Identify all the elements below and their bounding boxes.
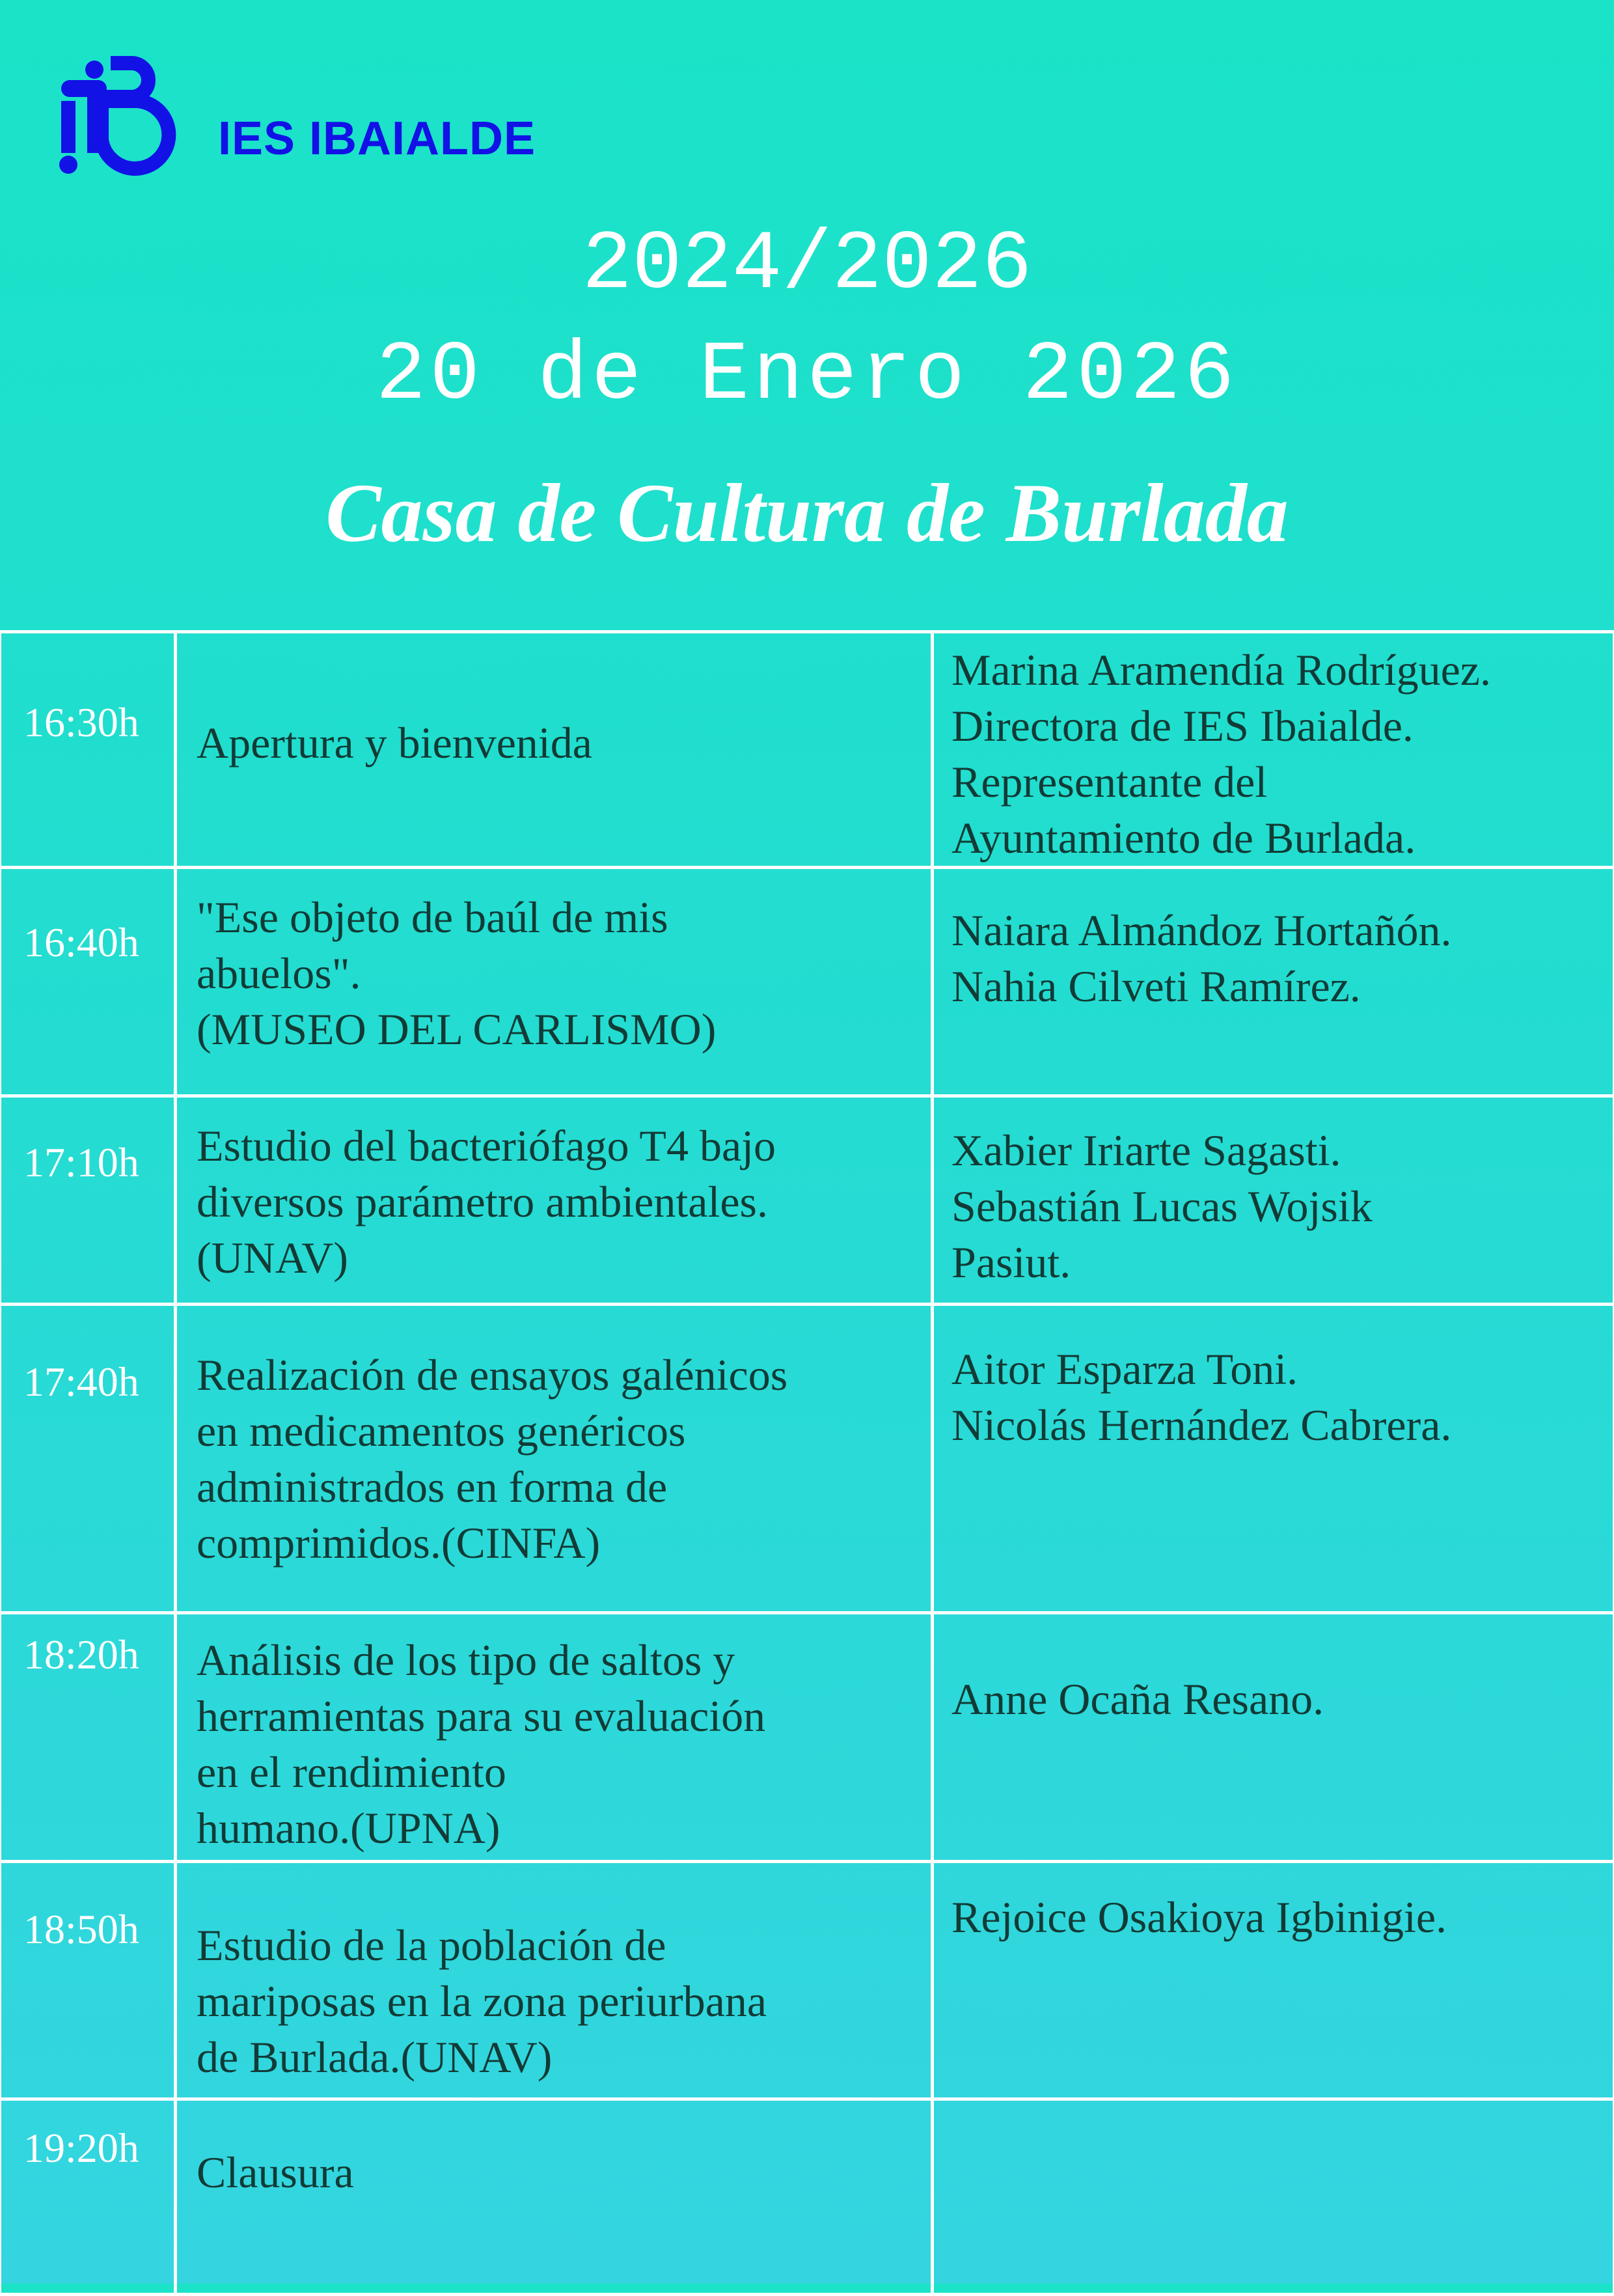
table-row: [0, 1613, 1614, 1862]
venue-title: Casa de Cultura de Burlada: [0, 465, 1614, 561]
description-cell: Clausura: [176, 2099, 933, 2295]
description-cell: Estudio del bacteriófago T4 bajo diversos parámetro ambientales. (UNAV): [176, 1096, 933, 1305]
description-cell: Análisis de los tipo de saltos y herramientas para su evaluación en el rendimiento humano.(UPNA): [176, 1613, 933, 1862]
people-cell: Anne Ocaña Resano.: [933, 1613, 1614, 1862]
people-cell: Naiara Almándoz Hortañón. Nahia Cilveti Ramírez.: [933, 868, 1614, 1096]
school-name: IES IBAIALDE: [218, 112, 536, 165]
time-cell: 16:30h: [0, 632, 176, 868]
table-row: [0, 868, 1614, 1096]
table-row: [0, 632, 1614, 868]
time-cell: 17:10h: [0, 1096, 176, 1305]
time-cell: 18:20h: [0, 1613, 176, 1862]
people-cell: Xabier Iriarte Sagasti. Sebastián Lucas Wojsik Pasiut.: [933, 1096, 1614, 1305]
description-cell: Realización de ensayos galénicos en medicamentos genéricos administrados en forma de comprimidos.(CINFA): [176, 1305, 933, 1613]
description-cell: "Ese objeto de baúl de mis abuelos". (MUSEO DEL CARLISMO): [176, 868, 933, 1096]
table-row: [0, 1862, 1614, 2099]
time-cell: 16:40h: [0, 868, 176, 1096]
table-row: [0, 1305, 1614, 1613]
people-cell: Aitor Esparza Toni. Nicolás Hernández Cabrera.: [933, 1305, 1614, 1613]
time-cell: 19:20h: [0, 2099, 176, 2295]
people-cell: Marina Aramendía Rodríguez. Directora de IES Ibaialde. Representante del Ayuntamiento de Burlada.: [933, 632, 1614, 868]
academic-years: 2024/2026: [0, 218, 1614, 312]
event-date: 20 de Enero 2026: [0, 329, 1614, 423]
time-cell: 17:40h: [0, 1305, 176, 1613]
description-cell: Estudio de la población de mariposas en la zona periurbana de Burlada.(UNAV): [176, 1862, 933, 2099]
people-cell: [933, 2099, 1614, 2295]
table-row: [0, 2099, 1614, 2295]
time-cell: 18:50h: [0, 1862, 176, 2099]
people-cell: Rejoice Osakioya Igbinigie.: [933, 1862, 1614, 2099]
schedule-table: [0, 630, 1614, 2296]
ies-ibaialde-logo-icon: [59, 55, 202, 176]
description-cell: Apertura y bienvenida: [176, 632, 933, 868]
table-row: [0, 1096, 1614, 1305]
